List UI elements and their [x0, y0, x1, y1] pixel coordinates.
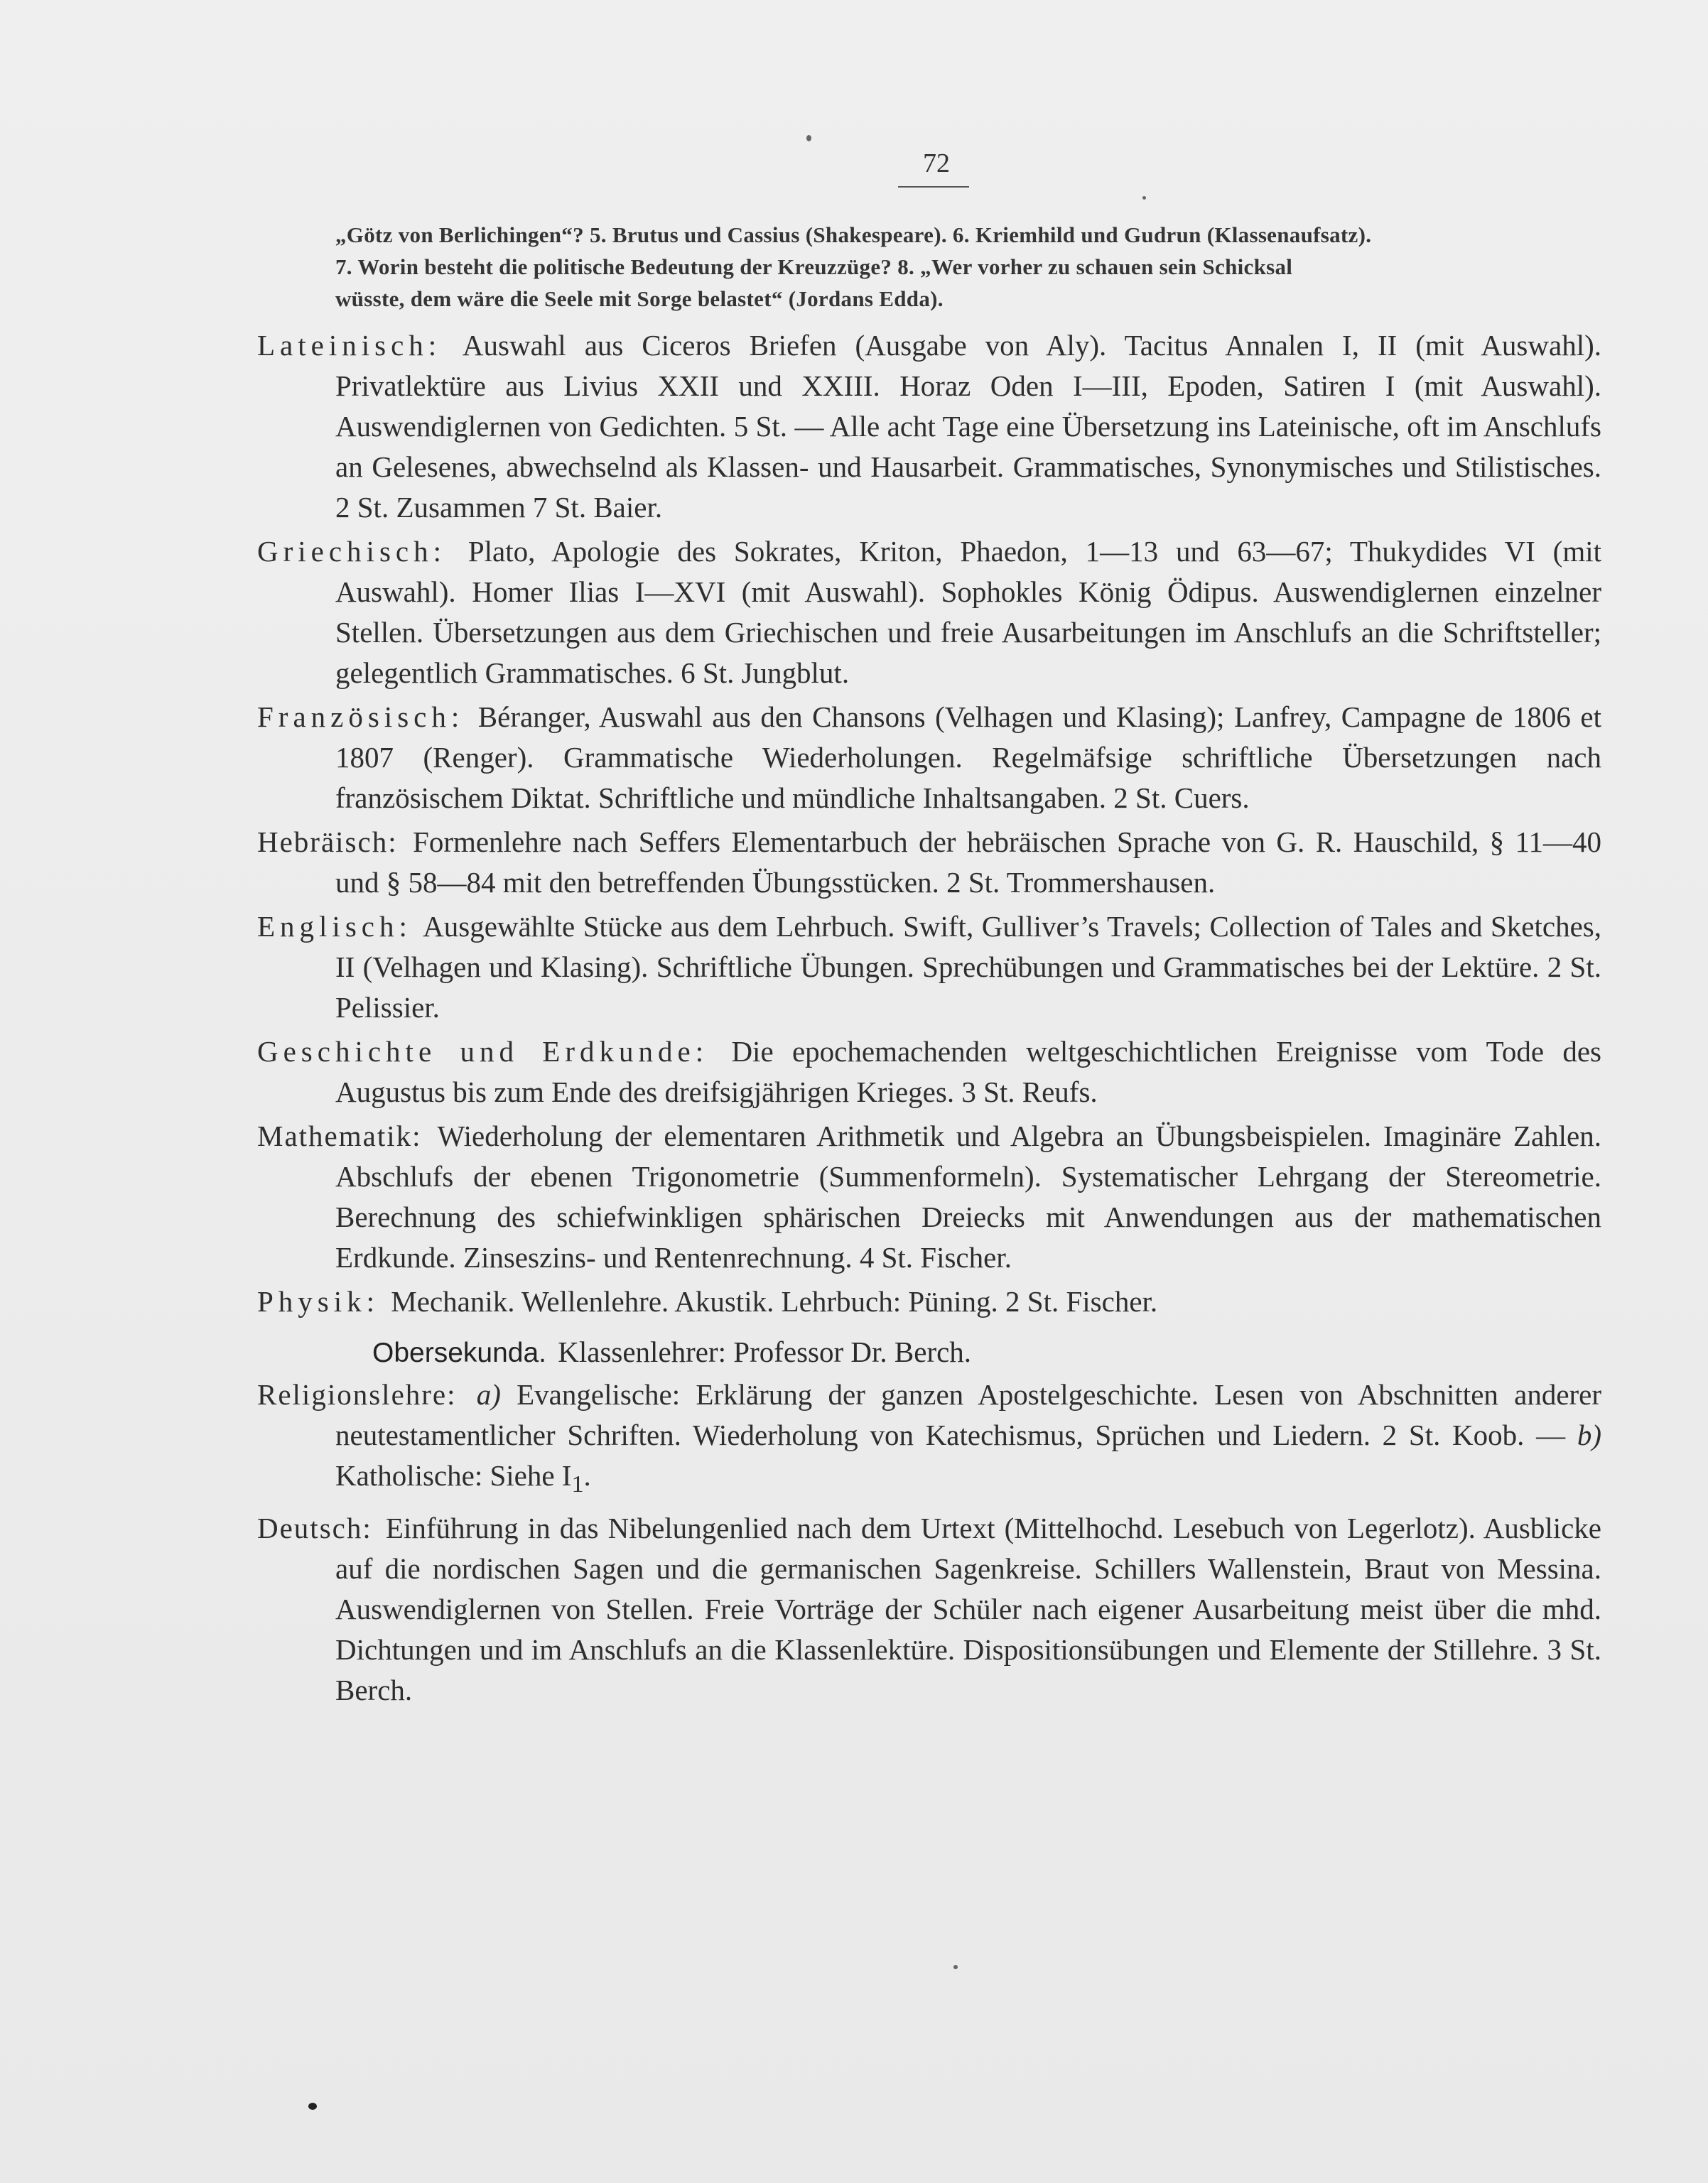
subject-label: Physik: — [257, 1285, 380, 1318]
subject-physik — [257, 1282, 1601, 1322]
intro-line: „Götz von Berlichingen“? 5. Brutus und Cassius (Shakespeare). 6. Kriemhild und Gudrun (Klassenaufsatz). — [335, 222, 1372, 247]
subject-label: Religionslehre: — [257, 1378, 457, 1411]
subject-label: Französisch: — [257, 700, 465, 733]
subject-text: Ausgewählte Stücke aus dem Lehrbuch. Swift, Gulliver’s Travels; Collection of Tales and Sketches, II (Velhagen und Klasing). Schriftliche Übungen. Sprechübungen und Grammatisches bei der Lektüre. 2 St. Pelissier. — [335, 910, 1601, 1024]
subject-text: Einführung in das Nibelungenlied nach dem Urtext (Mittelhochd. Lesebuch von Legerlotz). Ausblicke auf die nordischen Sagen und die germanischen Sagenkreise. Schillers Wallenstein, Braut von Messina. Auswendiglernen von Stellen. Freie Vorträge der Schüler nach eigener Ausarbeitung meist über die mhd. Dichtungen und im Anschlufs an die Klassenlektüre. Dispositionsübungen und Elemente der Stillehre. 3 St. Berch. — [335, 1512, 1601, 1707]
subject-text-end: . — [583, 1459, 591, 1492]
subject-list — [257, 325, 1601, 1714]
class-title: Obersekunda. — [372, 1338, 546, 1368]
subject-label: Geschichte und Erdkunde: — [257, 1035, 709, 1068]
class-heading — [257, 1332, 1601, 1373]
subject-label: Deutsch: — [257, 1512, 372, 1545]
subject-label: Hebräisch: — [257, 825, 398, 858]
page-number: 72 — [923, 148, 950, 178]
subscript: 1 — [571, 1471, 584, 1498]
subject-text: Evangelische: Erklärung der ganzen Apostelgeschichte. Lesen von Abschnitten anderer neutestamentlicher Schriften. Wiederholung von Katechismus, Sprüchen und Liedern. 2 St. Koob. — — [335, 1378, 1602, 1451]
subject-label: Englisch: — [257, 910, 412, 943]
intro-line: 7. Worin besteht die politische Bedeutung der Kreuzzüge? 8. „Wer vorher zu schauen sein Schicksal — [335, 254, 1293, 279]
option-marker-b: b) — [1577, 1419, 1602, 1451]
subject-label: Mathematik: — [257, 1120, 422, 1152]
scan-speck — [953, 1965, 958, 1969]
subject-text: Mechanik. Wellenlehre. Akustik. Lehrbuch: Püning. 2 St. Fischer. — [391, 1285, 1158, 1318]
intro-line: wüsste, dem wäre die Seele mit Sorge belastet“ (Jordans Edda). — [335, 286, 944, 311]
page-number-rule — [898, 186, 969, 188]
scan-speck — [308, 2103, 317, 2110]
subject-latein — [257, 325, 1601, 528]
subject-text: Formenlehre nach Seffers Elementarbuch der hebräischen Sprache von G. R. Hauschild, § 11—40 und § 58—84 mit den betreffenden Übungsstücken. 2 St. Trommershausen. — [335, 825, 1601, 899]
subject-label: Griechisch: — [257, 535, 446, 568]
subject-hebraeisch — [257, 822, 1601, 903]
option-marker-a: a) — [476, 1378, 501, 1411]
subject-text: Katholische: Siehe I — [335, 1459, 572, 1492]
scan-speck — [806, 135, 811, 141]
subject-deutsch — [257, 1508, 1601, 1711]
scan-speck — [1142, 196, 1146, 200]
subject-text: Béranger, Auswahl aus den Chansons (Velhagen und Klasing); Lanfrey, Campagne de 1806 et 1807 (Renger). Grammatische Wiederholungen. Regelmäfsige schriftliche Übersetzungen nach französischem Diktat. Schriftliche und mündliche Inhaltsangaben. 2 St. Cuers. — [335, 700, 1602, 814]
subject-englisch — [257, 906, 1601, 1028]
subject-text: Auswahl aus Ciceros Briefen (Ausgabe von Aly). Tacitus Annalen I, II (mit Auswahl). Privatlektüre aus Livius XXII und XXIII. Horaz Oden I—III, Epoden, Satiren I (mit Auswahl). Auswendiglernen von Gedichten. 5 St. — Alle acht Tage eine Übersetzung ins Lateinische, oft im Anschlufs an Gelesenes, abwechselnd als Klassen- und Hausarbeit. Grammatisches, Synonymisches und Stilistisches. 2 St. Zusammen 7 St. Baier. — [335, 329, 1601, 524]
subject-text: Die epochemachenden weltgeschichtlichen Ereignisse vom Tode des Augustus bis zum Ende des dreifsigjährigen Krieges. 3 St. Reufs. — [335, 1035, 1602, 1108]
subject-franzoesisch — [257, 697, 1601, 818]
subject-geschichte — [257, 1031, 1601, 1112]
subject-mathematik — [257, 1116, 1601, 1278]
subject-text: Plato, Apologie des Sokrates, Kriton, Phaedon, 1—13 und 63—67; Thukydides VI (mit Auswahl). Homer Ilias I—XVI (mit Auswahl). Sophokles König Ödipus. Auswendiglernen einzelner Stellen. Übersetzungen aus dem Griechischen und freie Ausarbeitungen im Anschlufs an die Schriftsteller; gelegentlich Grammatisches. 6 St. Jungblut. — [335, 535, 1602, 689]
class-teacher: Klassenlehrer: Professor Dr. Berch. — [558, 1336, 972, 1368]
subject-griechisch — [257, 531, 1601, 693]
subject-label: Lateinisch: — [257, 329, 442, 362]
subject-religion — [257, 1375, 1601, 1505]
intro-paragraph — [335, 219, 1607, 315]
subject-text: Wiederholung der elementaren Arithmetik und Algebra an Übungsbeispielen. Imaginäre Zahlen. Abschlufs der ebenen Trigonometrie (Summenformeln). Systematischer Lehrgang der Stereometrie. Berechnung des schiefwinkligen sphärischen Dreiecks mit Anwendungen aus der mathematischen Erdkunde. Zinseszins- und Rentenrechnung. 4 St. Fischer. — [335, 1120, 1601, 1274]
